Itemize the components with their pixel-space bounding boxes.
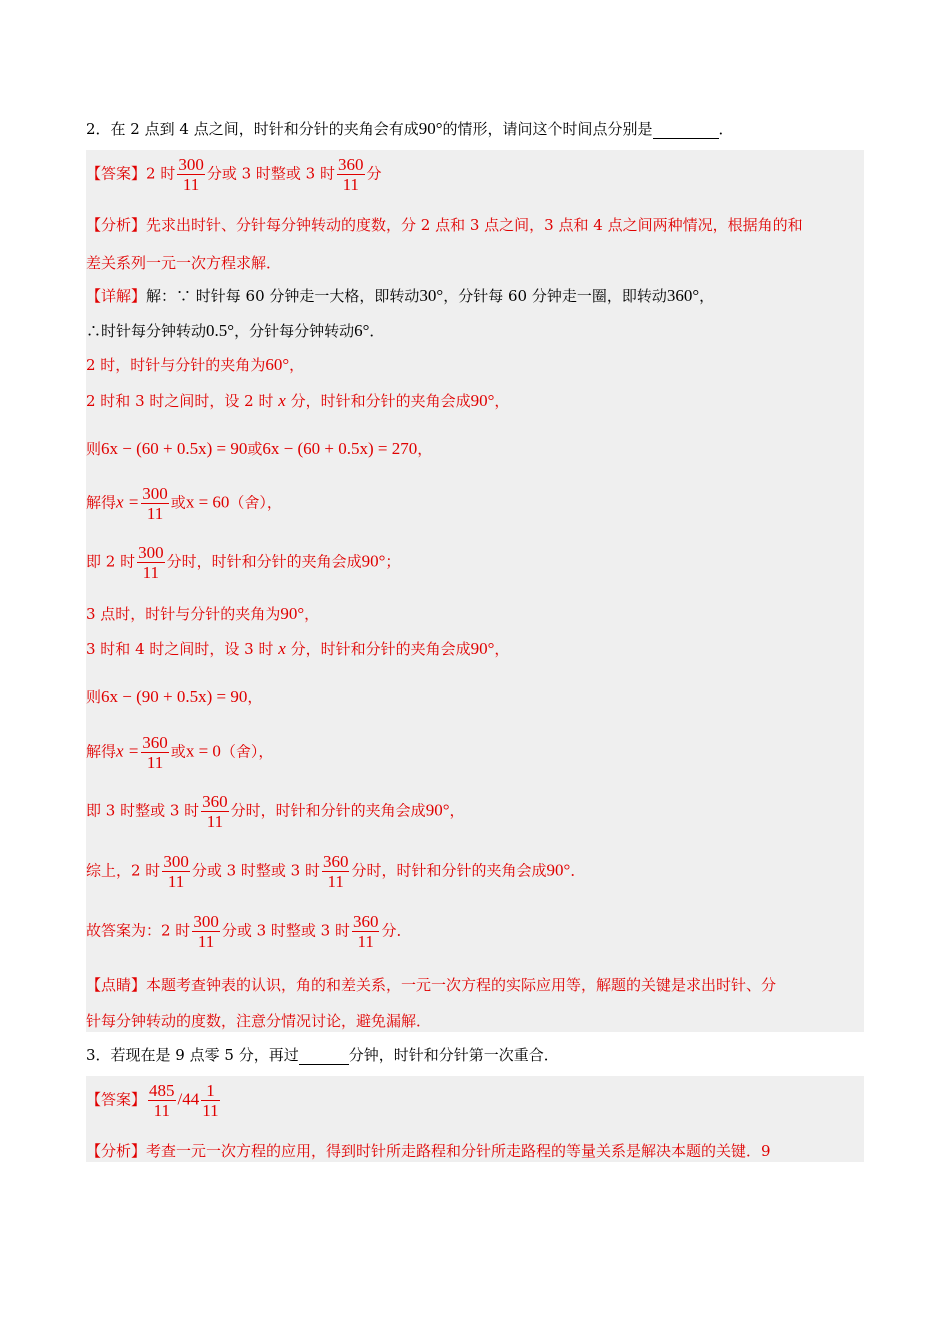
equation: 6x − (60 + 0.5x) = 270 bbox=[262, 439, 418, 458]
fraction bbox=[137, 543, 165, 582]
fraction bbox=[192, 912, 220, 951]
denominator: 11 bbox=[357, 932, 374, 951]
fraction bbox=[201, 792, 229, 831]
comment-line-2: 针每分钟转动的度数，注意分情况讨论，避免漏解． bbox=[86, 1012, 432, 1030]
fraction bbox=[177, 155, 205, 194]
question-2: 2．在 2 点到 4 点之间，时针和分针的夹角会有成90°的情形，请问这个时间点分别是 ． bbox=[86, 119, 734, 138]
solution-line-12: 即 3 时整或 3 时 $\frac{360}{11}$ 分时，时针和分针的夹角会成90°， bbox=[86, 792, 465, 831]
solution-line-13: 综上，2 时 $\frac{300}{11}$ 分或 3 时整或 3 时 $\frac{360}{11}$ 分时，时针和分针的夹角会成90°． bbox=[86, 852, 586, 891]
fraction bbox=[148, 1081, 176, 1120]
denominator: 11 bbox=[202, 1101, 219, 1120]
fraction bbox=[162, 852, 190, 891]
denominator: 11 bbox=[342, 175, 359, 194]
solution-line-10: 则6x − (90 + 0.5x) = 90， bbox=[86, 687, 263, 706]
equation: 6x − (90 + 0.5x) = 90 bbox=[101, 687, 248, 706]
q3-answer-line: 【答案】 $\frac{485}{11}$ /44 $\frac{1}{11}$ bbox=[86, 1081, 219, 1120]
answer-tag: 【答案】 bbox=[86, 164, 147, 183]
numerator: 300 bbox=[142, 484, 168, 503]
solution-line-5: 则6x − (60 + 0.5x) = 90或6x − (60 + 0.5x) = 270， bbox=[86, 439, 433, 458]
fraction bbox=[322, 852, 350, 891]
answer-tag: 【答案】 bbox=[86, 1090, 147, 1109]
numerator: 300 bbox=[163, 852, 189, 871]
fraction bbox=[141, 484, 169, 523]
solution-line-4: 2 时和 3 时之间时，设 2 时 x 分，时针和分针的夹角会成90°， bbox=[86, 391, 510, 410]
numerator: 300 bbox=[193, 912, 219, 931]
numerator: 360 bbox=[322, 852, 349, 871]
solution-line-3: 2 时，时针与分针的夹角为60°， bbox=[86, 355, 305, 374]
analysis-tag: 【分析】 bbox=[86, 216, 147, 234]
detail-line-2: ∴时针每分钟转动0.5°，分针每分钟转动6°． bbox=[86, 321, 385, 340]
detail-tag: 【详解】 bbox=[86, 287, 147, 305]
comment-line-1: 【点睛】本题考查钟表的认识，角的和差关系，一元一次方程的实际应用等，解题的关键是求出时针、分 bbox=[86, 976, 777, 994]
solution-line-8: 3 点时，时针与分针的夹角为90°， bbox=[86, 604, 320, 623]
numerator: 1 bbox=[201, 1081, 219, 1101]
q3-analysis-line: 【分析】考查一元一次方程的应用，得到时针所走路程和分针所走路程的等量关系是解决本题的关键．9 bbox=[86, 1142, 771, 1160]
question-3: 3．若现在是 9 点零 5 分，再过 分钟，时针和分针第一次重合． bbox=[86, 1046, 559, 1064]
solution-line-14: 故答案为：2 时 $\frac{300}{11}$ 分或 3 时整或 3 时 $\frac{360}{11}$ 分． bbox=[86, 912, 412, 951]
solution-line-7: 即 2 时 $\frac{300}{11}$ 分时，时针和分针的夹角会成90°； bbox=[86, 543, 401, 582]
equation: 6x − (60 + 0.5x) = 90 bbox=[101, 439, 248, 458]
analysis-line-1: 【分析】先求出时针、分针每分钟转动的度数，分 2 点和 3 点之间，3 点和 4 点之间两种情况，根据角的和 bbox=[86, 216, 803, 234]
detail-line-1: 【详解】解：∵ 时针每 60 分钟走一大格，即转动30°，分针每 60 分钟走一圈，即转动360°， bbox=[86, 286, 715, 305]
analysis-line-2: 差关系列一元一次方程求解． bbox=[86, 254, 282, 272]
analysis-tag: 【分析】 bbox=[86, 1142, 147, 1160]
denominator: 11 bbox=[206, 812, 224, 831]
answer-line: 【答案】2 时 $\frac{300}{11}$ 分或 3 时整或 3 时 $\frac{360}{11}$ 分 bbox=[86, 155, 382, 194]
numerator: 485 bbox=[149, 1081, 175, 1100]
numerator: 360 bbox=[352, 912, 379, 931]
comment-tag: 【点睛】 bbox=[86, 976, 147, 994]
denominator: 11 bbox=[167, 872, 185, 891]
fraction bbox=[352, 912, 380, 951]
numerator: 360 bbox=[202, 792, 228, 811]
denominator: 11 bbox=[182, 175, 200, 194]
denominator: 11 bbox=[153, 1101, 170, 1120]
denominator: 11 bbox=[146, 504, 164, 523]
numerator: 360 bbox=[338, 155, 364, 174]
answer-blank bbox=[299, 1046, 349, 1065]
answer-blank bbox=[653, 120, 719, 139]
fraction bbox=[141, 733, 169, 772]
denominator: 11 bbox=[327, 872, 344, 891]
numerator: 360 bbox=[142, 733, 168, 752]
fraction bbox=[337, 155, 365, 194]
denominator: 11 bbox=[146, 753, 164, 772]
answer-block-q2 bbox=[86, 150, 864, 1032]
numerator: 300 bbox=[138, 543, 164, 562]
solution-line-6: 解得x = $\frac{300}{11}$ 或x = 60（舍）， bbox=[86, 484, 282, 523]
fraction bbox=[201, 1081, 219, 1120]
numerator: 300 bbox=[178, 155, 204, 174]
denominator: 11 bbox=[142, 563, 160, 582]
solution-line-11: 解得x = $\frac{360}{11}$ 或x = 0（舍）， bbox=[86, 733, 274, 772]
solution-line-9: 3 时和 4 时之间时，设 3 时 x 分，时针和分针的夹角会成90°， bbox=[86, 639, 510, 658]
denominator: 11 bbox=[197, 932, 215, 951]
